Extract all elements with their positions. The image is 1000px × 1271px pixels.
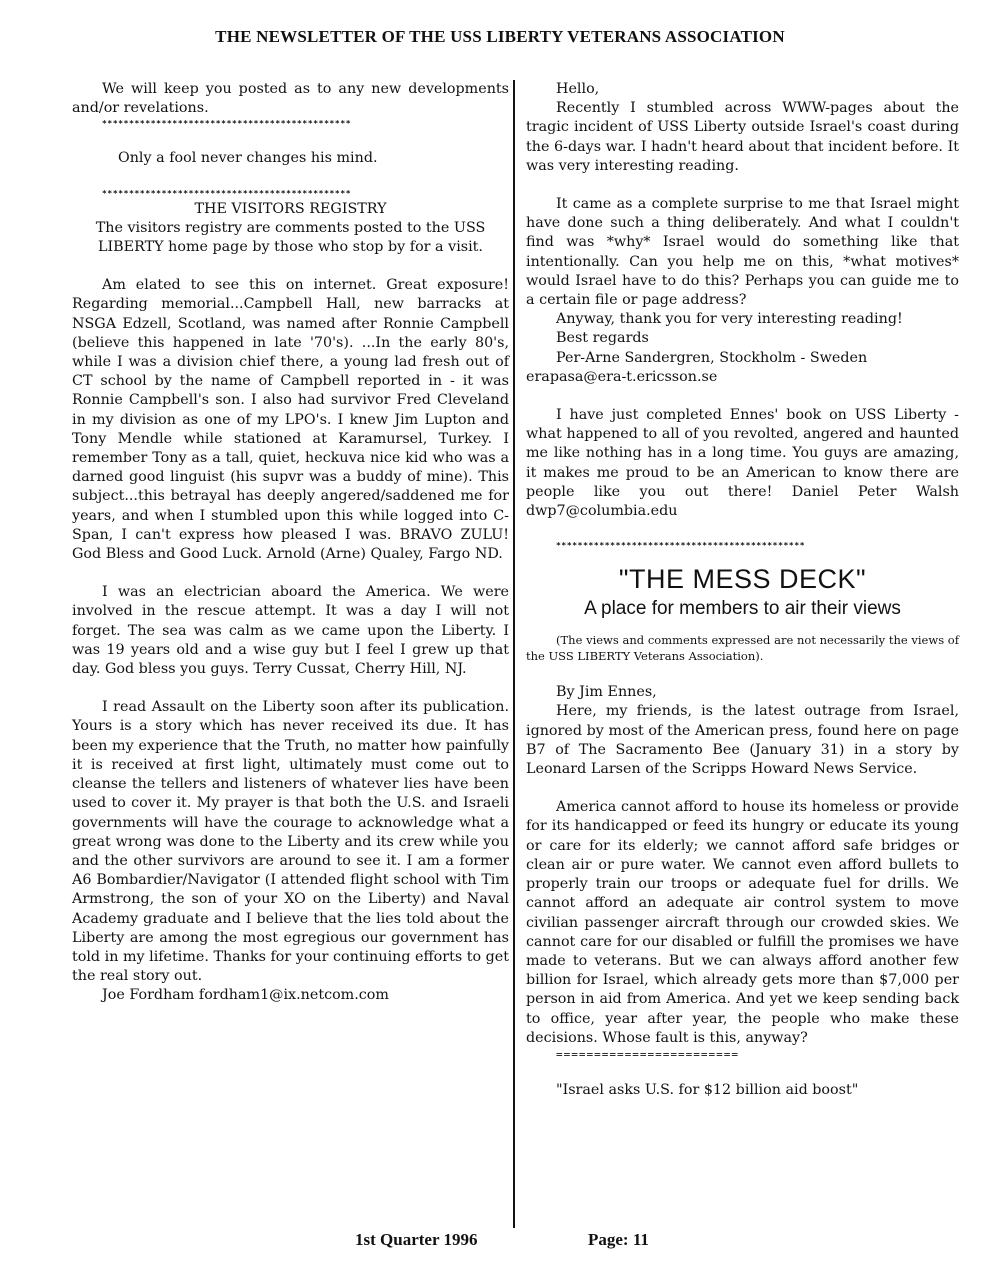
article-paragraph: Here, my friends, is the latest outrage from Israel, ignored by most of the American press, found here on page B7 of The Sacramento Bee (January 31) in a story by Leonard Larsen of the Scripps Howard News Service. (526, 703, 959, 778)
page-number: Page: 11 (588, 1230, 649, 1249)
registry-entry: Am elated to see this on internet. Great exposure! Regarding memorial...Campbell Hall, new barracks at NSGA Edzell, Scotland, was named after Ronnie Campbell (believe this happened in late '70's). ...In the early 80's, while I was a division chief there, a young lad fresh out of CT school by the name of Campbell reported in - it was Ronnie Campbell's son. I also had survivor Fred Cleveland in my division as one of my LPO's. I knew Jim Lupton and Tony Mendle while stationed at Karamursel, Turkey. I remember Tony as a tall, quiet, heckuva nice kid who was a darned good linguist (his supvr was a buddy of mine). This subject...this betrayal has deeply angered/saddened me for years, and when I stumbled upon this while logged into C-Span, I can't express how pleased I was. BRAVO ZULU! God Bless and Good Luck. Arnold (Arne) Qualey, Fargo ND. (72, 277, 509, 563)
article-headline: "Israel asks U.S. for $12 billion aid boost" (556, 1081, 859, 1098)
letter-paragraph: Recently I stumbled across WWW-pages about the tragic incident of USS Liberty outside Israel's coast during the 6-days war. I hadn't heard about that incident before. It was very interesting reading. (526, 100, 959, 174)
article-paragraph: America cannot afford to house its homeless or provide for its handicapped or feed its hungry or educate its young or care for its elderly; we cannot afford safe bridges or clean air or pure water. We cannot even afford bullets to properly train our troops or adequate fuel for drills. We cannot afford an adequate air control system to move civilian passenger aircraft through our crowded skies. We cannot care for our disabled or fulfill the promises we have made to veterans. But we can always afford another few billion for Israel, which already gets more than $7,000 per person in aid from America. And yet we keep sending back to office, year after year, the people who make these decisions. Whose fault is this, anyway? (526, 799, 959, 1046)
section-intro: The visitors registry are comments posted to the USS LIBERTY home page by those who stop by for a visit. (95, 219, 486, 256)
mess-deck-subtitle: A place for members to air their views (584, 598, 901, 620)
star-separator: ********************************************** (102, 188, 352, 198)
issue-quarter: 1st Quarter 1996 (355, 1230, 478, 1249)
equals-separator: ======================== (556, 1047, 739, 1061)
newsletter-header: THE NEWSLETTER OF THE USS LIBERTY VETERANS ASSOCIATION (215, 27, 785, 46)
disclaimer: (The views and comments expressed are not necessarily the views of the USS LIBERTY Veterans Association). (526, 633, 959, 664)
star-separator: ********************************************** (556, 541, 806, 551)
letter-paragraph: Anyway, thank you for very interesting reading! (556, 311, 903, 328)
registry-entry: I read Assault on the Liberty soon after its publication. Yours is a story which has never received its due. It has been my experience that the Truth, no matter how painfully it is received at first light, ultimately must come out to cleanse the tellers and listeners of whatever lies have been used to cover it. My prayer is that both the U.S. and Israeli governments will have the courage to acknowledge what a great wrong was done to the Liberty and its crew while you and the other survivors are around to see it. I am a former A6 Bombardier/Navigator (I attended flight school with Tim Armstrong, the son of your XO on the Liberty) and Naval Academy graduate and I believe that the lies told about the Liberty are among the most egregious our government has told in my lifetime. Thanks for your continuing efforts to get the real story out. (72, 699, 509, 985)
motto: Only a fool never changes his mind. (118, 150, 378, 167)
letter-paragraph: It came as a complete surprise to me that Israel might have done such a thing deliberately. And what I couldn't find was *why* Israel would do something like that intentionally. Can you help me on this, *what motives* would Israel have to do this? Perhaps you can guide me to a certain file or page address? (526, 196, 959, 309)
mess-deck-title: "THE MESS DECK" (618, 564, 867, 595)
column-divider (513, 80, 515, 1228)
letter-closing: Best regards (556, 330, 649, 347)
left-column (72, 80, 509, 1006)
registry-entry: I have just completed Ennes' book on USS Liberty - what happened to all of you revolted, angered and haunted me like nothing has in a long time. You guys are amazing, it makes me proud to be an American to know there are people like you out there! Daniel Peter Walsh dwp7@columbia.edu (526, 407, 959, 520)
section-title: THE VISITORS REGISTRY (194, 200, 387, 217)
right-column (526, 80, 959, 1100)
byline: By Jim Ennes, (556, 684, 657, 701)
entry-signature: Joe Fordham fordham1@ix.netcom.com (102, 987, 389, 1004)
letter-signature: Per-Arne Sandergren, Stockholm - Sweden (556, 349, 868, 366)
registry-entry: I was an electrician aboard the America. We were involved in the rescue attempt. It was a day I will not forget. The sea was calm as we came upon the Liberty. I was 19 years old and a wise guy but I feel I grew up that day. God bless you guys. Terry Cussat, Cherry Hill, NJ. (72, 584, 509, 678)
update-note: We will keep you posted as to any new developments and/or revelations. (72, 81, 509, 117)
star-separator: ********************************************** (102, 119, 352, 129)
letter-greeting: Hello, (556, 81, 600, 97)
email-address: erapasa@era-t.ericsson.se (526, 368, 718, 385)
